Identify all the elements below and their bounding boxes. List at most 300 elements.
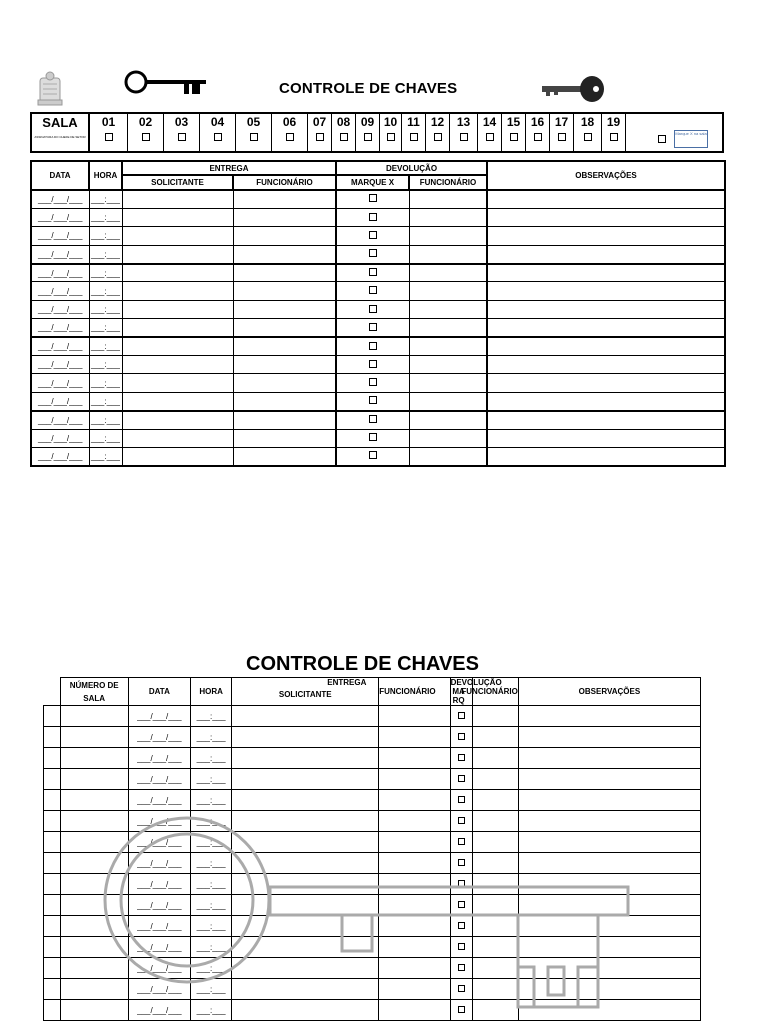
date-field[interactable]: ___/___/___ xyxy=(137,1005,182,1015)
return-checkbox[interactable] xyxy=(369,231,377,239)
date-field[interactable]: ___/___/___ xyxy=(137,711,182,721)
hora-cell[interactable] xyxy=(190,727,231,748)
date-field[interactable]: ___/___/___ xyxy=(38,433,83,443)
room-checkbox-10[interactable] xyxy=(387,133,395,141)
numero-sala-cell[interactable] xyxy=(60,748,128,769)
funcionario-devolucao-cell[interactable] xyxy=(409,208,487,226)
room-checkbox-18[interactable] xyxy=(584,133,592,141)
data-cell[interactable] xyxy=(128,706,190,727)
time-field[interactable]: ___:___ xyxy=(196,942,226,952)
observacoes-cell[interactable] xyxy=(518,727,700,748)
time-field[interactable]: ___:___ xyxy=(196,732,226,742)
observacoes-cell[interactable] xyxy=(518,790,700,811)
room-checkbox-14[interactable] xyxy=(486,133,494,141)
time-field[interactable]: ___:___ xyxy=(196,858,226,868)
time-field[interactable]: ___:___ xyxy=(196,921,226,931)
funcionario-devolucao-cell[interactable] xyxy=(409,300,487,318)
hora-cell[interactable] xyxy=(190,937,231,958)
numero-sala-cell[interactable] xyxy=(60,769,128,790)
data-cell[interactable] xyxy=(31,337,89,355)
numero-sala-cell[interactable] xyxy=(60,1000,128,1021)
date-field[interactable]: ___/___/___ xyxy=(38,415,83,425)
funcionario-cell[interactable] xyxy=(379,706,450,727)
room-checkbox-13[interactable] xyxy=(460,133,468,141)
time-field[interactable]: ___:___ xyxy=(91,433,120,443)
date-field[interactable]: ___/___/___ xyxy=(137,774,182,784)
solicitante-cell[interactable] xyxy=(232,748,379,769)
observacoes-cell[interactable] xyxy=(487,264,725,282)
date-field[interactable]: ___/___/___ xyxy=(38,231,83,241)
funcionario-devolucao-cell[interactable] xyxy=(473,790,519,811)
marque-cell[interactable] xyxy=(450,832,473,853)
funcionario-cell[interactable] xyxy=(233,300,336,318)
hora-cell[interactable] xyxy=(89,356,122,374)
solicitante-cell[interactable] xyxy=(232,811,379,832)
solicitante-cell[interactable] xyxy=(122,447,233,465)
marque-cell[interactable] xyxy=(450,769,473,790)
observacoes-cell[interactable] xyxy=(487,392,725,410)
observacoes-cell[interactable] xyxy=(518,853,700,874)
funcionario-cell[interactable] xyxy=(233,411,336,429)
room-checkbox-extra[interactable] xyxy=(658,135,666,143)
marque-cell[interactable] xyxy=(336,319,409,337)
funcionario-devolucao-cell[interactable] xyxy=(473,727,519,748)
room-checkbox-16[interactable] xyxy=(534,133,542,141)
return-checkbox[interactable] xyxy=(369,323,377,331)
date-field[interactable]: ___/___/___ xyxy=(38,286,83,296)
marque-cell[interactable] xyxy=(336,429,409,447)
observacoes-cell[interactable] xyxy=(487,282,725,300)
funcionario-devolucao-cell[interactable] xyxy=(409,356,487,374)
funcionario-cell[interactable] xyxy=(379,979,450,1000)
funcionario-devolucao-cell[interactable] xyxy=(473,748,519,769)
return-checkbox[interactable] xyxy=(369,213,377,221)
date-field[interactable]: ___/___/___ xyxy=(137,816,182,826)
solicitante-cell[interactable] xyxy=(122,282,233,300)
return-checkbox[interactable] xyxy=(369,268,377,276)
data-cell[interactable] xyxy=(128,853,190,874)
numero-sala-cell[interactable] xyxy=(60,895,128,916)
funcionario-cell[interactable] xyxy=(233,337,336,355)
numero-sala-cell[interactable] xyxy=(60,832,128,853)
funcionario-cell[interactable] xyxy=(379,958,450,979)
numero-sala-cell[interactable] xyxy=(60,958,128,979)
hora-cell[interactable] xyxy=(89,300,122,318)
solicitante-cell[interactable] xyxy=(232,979,379,1000)
solicitante-cell[interactable] xyxy=(232,895,379,916)
funcionario-cell[interactable] xyxy=(379,748,450,769)
time-field[interactable]: ___:___ xyxy=(196,816,226,826)
solicitante-cell[interactable] xyxy=(122,227,233,245)
funcionario-devolucao-cell[interactable] xyxy=(473,895,519,916)
marque-cell[interactable] xyxy=(450,874,473,895)
marque-cell[interactable] xyxy=(450,853,473,874)
time-field[interactable]: ___:___ xyxy=(91,360,120,370)
funcionario-cell[interactable] xyxy=(233,264,336,282)
marque-cell[interactable] xyxy=(336,282,409,300)
room-checkbox-06[interactable] xyxy=(286,133,294,141)
date-field[interactable]: ___/___/___ xyxy=(137,921,182,931)
data-cell[interactable] xyxy=(31,447,89,465)
data-cell[interactable] xyxy=(128,937,190,958)
observacoes-cell[interactable] xyxy=(518,706,700,727)
funcionario-cell[interactable] xyxy=(233,447,336,465)
observacoes-cell[interactable] xyxy=(518,979,700,1000)
data-cell[interactable] xyxy=(128,811,190,832)
solicitante-cell[interactable] xyxy=(122,356,233,374)
funcionario-devolucao-cell[interactable] xyxy=(409,374,487,392)
funcionario-devolucao-cell[interactable] xyxy=(409,337,487,355)
hora-cell[interactable] xyxy=(89,282,122,300)
funcionario-cell[interactable] xyxy=(233,245,336,263)
observacoes-cell[interactable] xyxy=(487,319,725,337)
date-field[interactable]: ___/___/___ xyxy=(137,753,182,763)
funcionario-cell[interactable] xyxy=(233,356,336,374)
time-field[interactable]: ___:___ xyxy=(196,711,226,721)
solicitante-cell[interactable] xyxy=(122,411,233,429)
solicitante-cell[interactable] xyxy=(232,769,379,790)
funcionario-devolucao-cell[interactable] xyxy=(409,245,487,263)
room-checkbox-05[interactable] xyxy=(250,133,258,141)
hora-cell[interactable] xyxy=(89,190,122,208)
time-field[interactable]: ___:___ xyxy=(91,268,120,278)
observacoes-cell[interactable] xyxy=(487,429,725,447)
marque-cell[interactable] xyxy=(336,300,409,318)
solicitante-cell[interactable] xyxy=(122,392,233,410)
date-field[interactable]: ___/___/___ xyxy=(38,305,83,315)
solicitante-cell[interactable] xyxy=(232,706,379,727)
marque-cell[interactable] xyxy=(336,190,409,208)
return-checkbox[interactable] xyxy=(369,286,377,294)
time-field[interactable]: ___:___ xyxy=(91,305,120,315)
room-checkbox-04[interactable] xyxy=(214,133,222,141)
data-cell[interactable] xyxy=(128,748,190,769)
marque-cell[interactable] xyxy=(336,447,409,465)
data-cell[interactable] xyxy=(128,1000,190,1021)
time-field[interactable]: ___:___ xyxy=(91,323,120,333)
observacoes-cell[interactable] xyxy=(518,832,700,853)
return-checkbox[interactable] xyxy=(458,817,465,824)
date-field[interactable]: ___/___/___ xyxy=(38,396,83,406)
solicitante-cell[interactable] xyxy=(122,429,233,447)
observacoes-cell[interactable] xyxy=(518,895,700,916)
funcionario-devolucao-cell[interactable] xyxy=(409,429,487,447)
funcionario-cell[interactable] xyxy=(379,853,450,874)
solicitante-cell[interactable] xyxy=(232,1000,379,1021)
marque-cell[interactable] xyxy=(450,748,473,769)
date-field[interactable]: ___/___/___ xyxy=(38,342,83,352)
room-checkbox-07[interactable] xyxy=(316,133,324,141)
observacoes-cell[interactable] xyxy=(518,811,700,832)
date-field[interactable]: ___/___/___ xyxy=(137,900,182,910)
return-checkbox[interactable] xyxy=(458,901,465,908)
date-field[interactable]: ___/___/___ xyxy=(137,837,182,847)
funcionario-cell[interactable] xyxy=(233,319,336,337)
time-field[interactable]: ___:___ xyxy=(91,231,120,241)
return-checkbox[interactable] xyxy=(458,712,465,719)
marque-cell[interactable] xyxy=(336,264,409,282)
time-field[interactable]: ___:___ xyxy=(196,795,226,805)
return-checkbox[interactable] xyxy=(458,733,465,740)
date-field[interactable]: ___/___/___ xyxy=(38,213,83,223)
solicitante-cell[interactable] xyxy=(232,832,379,853)
data-cell[interactable] xyxy=(31,264,89,282)
funcionario-cell[interactable] xyxy=(233,208,336,226)
hora-cell[interactable] xyxy=(190,832,231,853)
hora-cell[interactable] xyxy=(190,853,231,874)
data-cell[interactable] xyxy=(31,319,89,337)
hora-cell[interactable] xyxy=(190,790,231,811)
funcionario-devolucao-cell[interactable] xyxy=(473,1000,519,1021)
room-checkbox-01[interactable] xyxy=(105,133,113,141)
funcionario-cell[interactable] xyxy=(379,811,450,832)
time-field[interactable]: ___:___ xyxy=(91,378,120,388)
return-checkbox[interactable] xyxy=(458,880,465,887)
solicitante-cell[interactable] xyxy=(232,937,379,958)
return-checkbox[interactable] xyxy=(458,775,465,782)
hora-cell[interactable] xyxy=(89,208,122,226)
return-checkbox[interactable] xyxy=(369,396,377,404)
date-field[interactable]: ___/___/___ xyxy=(137,942,182,952)
return-checkbox[interactable] xyxy=(458,796,465,803)
room-checkbox-09[interactable] xyxy=(364,133,372,141)
time-field[interactable]: ___:___ xyxy=(196,963,226,973)
data-cell[interactable] xyxy=(128,958,190,979)
hora-cell[interactable] xyxy=(89,227,122,245)
return-checkbox[interactable] xyxy=(458,1006,465,1013)
data-cell[interactable] xyxy=(31,190,89,208)
observacoes-cell[interactable] xyxy=(487,190,725,208)
date-field[interactable]: ___/___/___ xyxy=(137,984,182,994)
data-cell[interactable] xyxy=(128,895,190,916)
time-field[interactable]: ___:___ xyxy=(91,213,120,223)
marque-cell[interactable] xyxy=(450,958,473,979)
numero-sala-cell[interactable] xyxy=(60,916,128,937)
hora-cell[interactable] xyxy=(89,337,122,355)
data-cell[interactable] xyxy=(128,916,190,937)
hora-cell[interactable] xyxy=(89,264,122,282)
funcionario-cell[interactable] xyxy=(379,916,450,937)
numero-sala-cell[interactable] xyxy=(60,811,128,832)
hora-cell[interactable] xyxy=(190,1000,231,1021)
time-field[interactable]: ___:___ xyxy=(196,774,226,784)
solicitante-cell[interactable] xyxy=(232,790,379,811)
numero-sala-cell[interactable] xyxy=(60,874,128,895)
observacoes-cell[interactable] xyxy=(518,958,700,979)
date-field[interactable]: ___/___/___ xyxy=(137,732,182,742)
marque-cell[interactable] xyxy=(336,411,409,429)
hora-cell[interactable] xyxy=(89,429,122,447)
solicitante-cell[interactable] xyxy=(122,319,233,337)
room-checkbox-02[interactable] xyxy=(142,133,150,141)
observacoes-cell[interactable] xyxy=(487,245,725,263)
hora-cell[interactable] xyxy=(89,245,122,263)
funcionario-devolucao-cell[interactable] xyxy=(473,853,519,874)
data-cell[interactable] xyxy=(31,300,89,318)
hora-cell[interactable] xyxy=(89,374,122,392)
numero-sala-cell[interactable] xyxy=(60,727,128,748)
marque-cell[interactable] xyxy=(450,916,473,937)
data-cell[interactable] xyxy=(31,411,89,429)
return-checkbox[interactable] xyxy=(369,342,377,350)
date-field[interactable]: ___/___/___ xyxy=(137,879,182,889)
time-field[interactable]: ___:___ xyxy=(91,194,120,204)
funcionario-cell[interactable] xyxy=(233,429,336,447)
hora-cell[interactable] xyxy=(89,392,122,410)
date-field[interactable]: ___/___/___ xyxy=(38,249,83,259)
funcionario-cell[interactable] xyxy=(233,282,336,300)
marque-cell[interactable] xyxy=(450,706,473,727)
return-checkbox[interactable] xyxy=(369,194,377,202)
time-field[interactable]: ___:___ xyxy=(196,1005,226,1015)
funcionario-devolucao-cell[interactable] xyxy=(473,811,519,832)
return-checkbox[interactable] xyxy=(369,415,377,423)
hora-cell[interactable] xyxy=(190,916,231,937)
data-cell[interactable] xyxy=(128,832,190,853)
solicitante-cell[interactable] xyxy=(232,916,379,937)
return-checkbox[interactable] xyxy=(458,922,465,929)
funcionario-devolucao-cell[interactable] xyxy=(473,874,519,895)
data-cell[interactable] xyxy=(128,979,190,1000)
marque-cell[interactable] xyxy=(336,392,409,410)
room-checkbox-17[interactable] xyxy=(558,133,566,141)
room-checkbox-19[interactable] xyxy=(610,133,618,141)
hora-cell[interactable] xyxy=(190,748,231,769)
funcionario-devolucao-cell[interactable] xyxy=(409,319,487,337)
observacoes-cell[interactable] xyxy=(487,208,725,226)
marque-cell[interactable] xyxy=(336,356,409,374)
time-field[interactable]: ___:___ xyxy=(91,396,120,406)
data-cell[interactable] xyxy=(128,769,190,790)
marque-cell[interactable] xyxy=(336,208,409,226)
data-cell[interactable] xyxy=(31,356,89,374)
date-field[interactable]: ___/___/___ xyxy=(38,451,83,461)
observacoes-cell[interactable] xyxy=(487,300,725,318)
marque-cell[interactable] xyxy=(450,1000,473,1021)
data-cell[interactable] xyxy=(128,727,190,748)
date-field[interactable]: ___/___/___ xyxy=(38,268,83,278)
return-checkbox[interactable] xyxy=(458,985,465,992)
funcionario-devolucao-cell[interactable] xyxy=(473,769,519,790)
time-field[interactable]: ___:___ xyxy=(91,286,120,296)
return-checkbox[interactable] xyxy=(369,433,377,441)
observacoes-cell[interactable] xyxy=(487,411,725,429)
data-cell[interactable] xyxy=(128,790,190,811)
solicitante-cell[interactable] xyxy=(122,264,233,282)
hora-cell[interactable] xyxy=(190,769,231,790)
time-field[interactable]: ___:___ xyxy=(196,753,226,763)
funcionario-devolucao-cell[interactable] xyxy=(473,979,519,1000)
observacoes-cell[interactable] xyxy=(487,227,725,245)
data-cell[interactable] xyxy=(31,374,89,392)
funcionario-devolucao-cell[interactable] xyxy=(409,264,487,282)
observacoes-cell[interactable] xyxy=(518,916,700,937)
solicitante-cell[interactable] xyxy=(232,853,379,874)
numero-sala-cell[interactable] xyxy=(60,979,128,1000)
data-cell[interactable] xyxy=(31,245,89,263)
date-field[interactable]: ___/___/___ xyxy=(38,323,83,333)
date-field[interactable]: ___/___/___ xyxy=(137,795,182,805)
time-field[interactable]: ___:___ xyxy=(196,879,226,889)
return-checkbox[interactable] xyxy=(369,249,377,257)
room-checkbox-12[interactable] xyxy=(434,133,442,141)
return-checkbox[interactable] xyxy=(458,859,465,866)
date-field[interactable]: ___/___/___ xyxy=(38,378,83,388)
marque-cell[interactable] xyxy=(450,979,473,1000)
time-field[interactable]: ___:___ xyxy=(91,249,120,259)
solicitante-cell[interactable] xyxy=(122,337,233,355)
hora-cell[interactable] xyxy=(89,319,122,337)
hora-cell[interactable] xyxy=(190,979,231,1000)
return-checkbox[interactable] xyxy=(458,964,465,971)
solicitante-cell[interactable] xyxy=(232,874,379,895)
hora-cell[interactable] xyxy=(89,411,122,429)
data-cell[interactable] xyxy=(31,208,89,226)
observacoes-cell[interactable] xyxy=(487,337,725,355)
funcionario-devolucao-cell[interactable] xyxy=(409,282,487,300)
funcionario-devolucao-cell[interactable] xyxy=(473,958,519,979)
observacoes-cell[interactable] xyxy=(518,1000,700,1021)
time-field[interactable]: ___:___ xyxy=(91,415,120,425)
funcionario-devolucao-cell[interactable] xyxy=(473,937,519,958)
funcionario-cell[interactable] xyxy=(233,392,336,410)
data-cell[interactable] xyxy=(31,429,89,447)
solicitante-cell[interactable] xyxy=(122,300,233,318)
return-checkbox[interactable] xyxy=(369,378,377,386)
hora-cell[interactable] xyxy=(190,958,231,979)
time-field[interactable]: ___:___ xyxy=(91,451,120,461)
time-field[interactable]: ___:___ xyxy=(196,984,226,994)
funcionario-cell[interactable] xyxy=(379,727,450,748)
time-field[interactable]: ___:___ xyxy=(196,837,226,847)
numero-sala-cell[interactable] xyxy=(60,706,128,727)
room-checkbox-03[interactable] xyxy=(178,133,186,141)
funcionario-cell[interactable] xyxy=(379,874,450,895)
solicitante-cell[interactable] xyxy=(122,190,233,208)
observacoes-cell[interactable] xyxy=(487,374,725,392)
funcionario-devolucao-cell[interactable] xyxy=(409,392,487,410)
data-cell[interactable] xyxy=(31,392,89,410)
funcionario-devolucao-cell[interactable] xyxy=(409,227,487,245)
date-field[interactable]: ___/___/___ xyxy=(38,194,83,204)
return-checkbox[interactable] xyxy=(369,305,377,313)
funcionario-devolucao-cell[interactable] xyxy=(409,411,487,429)
observacoes-cell[interactable] xyxy=(518,769,700,790)
numero-sala-cell[interactable] xyxy=(60,937,128,958)
marque-cell[interactable] xyxy=(450,790,473,811)
room-checkbox-15[interactable] xyxy=(510,133,518,141)
funcionario-cell[interactable] xyxy=(379,832,450,853)
solicitante-cell[interactable] xyxy=(232,727,379,748)
time-field[interactable]: ___:___ xyxy=(196,900,226,910)
data-cell[interactable] xyxy=(31,227,89,245)
funcionario-devolucao-cell[interactable] xyxy=(409,447,487,465)
funcionario-cell[interactable] xyxy=(379,769,450,790)
time-field[interactable]: ___:___ xyxy=(91,342,120,352)
solicitante-cell[interactable] xyxy=(232,958,379,979)
observacoes-cell[interactable] xyxy=(518,748,700,769)
observacoes-cell[interactable] xyxy=(518,937,700,958)
return-checkbox[interactable] xyxy=(458,754,465,761)
marque-cell[interactable] xyxy=(450,895,473,916)
hora-cell[interactable] xyxy=(190,874,231,895)
marque-cell[interactable] xyxy=(450,727,473,748)
hora-cell[interactable] xyxy=(89,447,122,465)
funcionario-cell[interactable] xyxy=(379,1000,450,1021)
return-checkbox[interactable] xyxy=(458,943,465,950)
solicitante-cell[interactable] xyxy=(122,374,233,392)
marque-cell[interactable] xyxy=(336,337,409,355)
